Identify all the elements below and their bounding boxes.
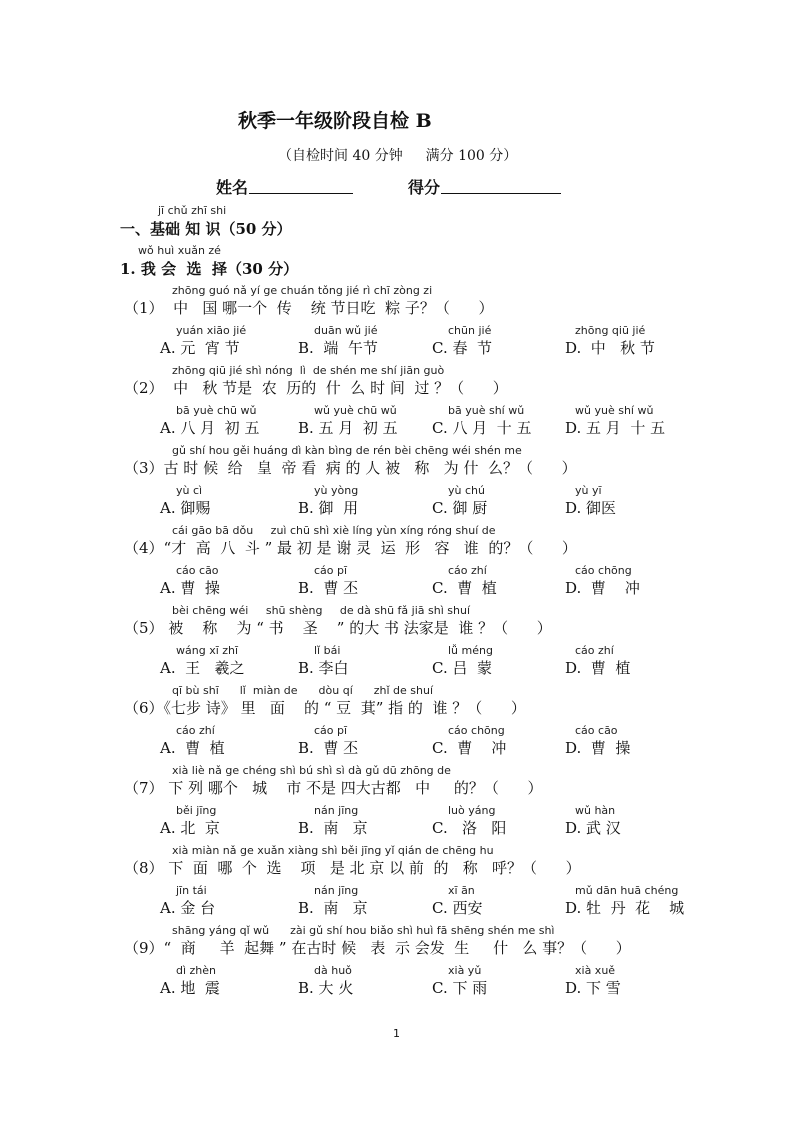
option-pinyin: xī ān [448,884,475,897]
answer-option[interactable]: A. 地 震 [160,979,220,997]
option-pinyin: wáng xī zhī [176,644,239,657]
answer-option[interactable]: B. 南 京 [298,899,368,917]
question-pinyin: bèi chēng wéi shū shèng de dà shū fǎ jiā shì shuí [172,604,471,617]
option-pinyin: cáo zhí [448,564,487,577]
option-pinyin: yù chú [448,484,485,497]
option-pinyin: chūn jié [448,324,492,337]
answer-option[interactable]: B. 曹 丕 [298,739,359,757]
name-label: 姓名 [216,178,249,197]
option-pinyin: luò yáng [448,804,496,817]
option-pinyin: bā yuè shí wǔ [448,404,525,417]
option-pinyin: cáo pī [314,564,348,577]
answer-option[interactable]: D. 曹 操 [565,739,631,757]
answer-option[interactable]: D. 武 汉 [565,819,621,837]
question-text: （9）“ 商 羊 起舞 ” 在古时 候 表 示 会发 生 什 么 事？（ ） [124,939,631,957]
answer-option[interactable]: B. 李白 [298,659,349,677]
option-pinyin: cáo chōng [575,564,632,577]
answer-option[interactable]: B. 大 火 [298,979,354,997]
question-text: （5） 被 称 为 “ 书 圣 ” 的大 书 法家是 谁 ？（ ） [124,619,552,637]
option-pinyin: cáo zhí [575,644,614,657]
question-pinyin: zhōng qiū jié shì nóng lì de shén me shí jiān guò [172,364,445,377]
option-pinyin: yuán xiāo jié [176,324,247,337]
question-text: （4）“才 高 八 斗 ” 最 初 是 谢 灵 运 形 容 谁 的？（ ） [124,539,577,557]
option-pinyin: wǔ yuè shí wǔ [575,404,654,417]
answer-option[interactable]: B. 曹 丕 [298,579,359,597]
option-pinyin: běi jīng [176,804,217,817]
option-pinyin: yù yòng [314,484,359,497]
question-text: （6）《七步 诗》 里 面 的 “ 豆 萁” 指 的 谁 ？（ ） [124,699,526,717]
question-text: （7） 下 列 哪个 城 市 不是 四大古都 中 的？（ ） [124,779,543,797]
option-pinyin: nán jīng [314,884,359,897]
answer-option[interactable]: B. 端 午节 [298,339,378,357]
option-pinyin: cáo zhí [176,724,215,737]
question-text: （3）古 时 候 给 皇 帝 看 病 的 人 被 称 为 什 么？（ ） [124,459,577,477]
question-text: （2） 中 秋 节是 农 历的 什 么 时 间 过 ？（ ） [124,379,508,397]
score-field[interactable] [441,193,561,194]
option-pinyin: yù yī [575,484,602,497]
answer-option[interactable]: C. 吕 蒙 [432,659,493,677]
option-pinyin: cáo chōng [448,724,505,737]
name-field[interactable] [249,193,353,194]
option-pinyin: lǐ bái [314,644,341,657]
answer-option[interactable]: A. 御赐 [160,499,211,517]
question-pinyin: cái gāo bā dǒu zuì chū shì xiè líng yùn xíng róng shuí de [172,524,496,537]
option-pinyin: cáo cāo [176,564,219,577]
answer-option[interactable]: C. 洛 阳 [432,819,507,837]
option-pinyin: dì zhèn [176,964,217,977]
answer-option[interactable]: B. 御 用 [298,499,359,517]
answer-option[interactable]: C. 西安 [432,899,483,917]
answer-option[interactable]: A. 曹 操 [160,579,220,597]
answer-option[interactable]: C. 御 厨 [432,499,488,517]
question-pinyin: gǔ shí hou gěi huáng dì kàn bìng de rén bèi chēng wéi shén me [172,444,522,457]
option-pinyin: wǔ hàn [575,804,616,817]
answer-option[interactable]: D. 御医 [565,499,617,517]
option-pinyin: bā yuè chū wǔ [176,404,257,417]
answer-option[interactable]: D. 牡 丹 花 城 [565,899,685,917]
question-pinyin: shāng yáng qǐ wǔ zài gǔ shí hou biǎo shì huì fā shēng shén me shì [172,924,555,937]
page-number: 1 [393,1027,400,1040]
option-pinyin: duān wǔ jié [314,324,378,337]
option-pinyin: cáo pī [314,724,348,737]
answer-option[interactable]: A. 元 宵 节 [160,339,240,357]
option-pinyin: xià xuě [575,964,616,977]
answer-option[interactable]: A. 八 月 初 五 [160,419,260,437]
question-text: （8） 下 面 哪 个 选 项 是 北 京 以 前 的 称 呼？（ ） [124,859,581,877]
answer-option[interactable]: D. 中 秋 节 [565,339,655,357]
part1-pinyin: wǒ huì xuǎn zé [138,244,221,257]
page-title: 秋季一年级阶段自检 B [238,110,432,132]
section1-pinyin: jī chǔ zhī shi [158,204,227,217]
section1-title: 一、基础 知 识（50 分） [120,220,292,238]
answer-option[interactable]: D. 五 月 十 五 [565,419,666,437]
answer-option[interactable]: B. 南 京 [298,819,368,837]
answer-option[interactable]: D. 下 雪 [565,979,621,997]
answer-option[interactable]: C. 春 节 [432,339,493,357]
exam-subtitle: （自检时间 40 分钟 满分 100 分） [278,148,518,164]
answer-option[interactable]: A. 金 台 [160,899,216,917]
option-pinyin: yù cì [176,484,203,497]
question-pinyin: xià liè nǎ ge chéng shì bú shì sì dà gǔ dū zhōng de [172,764,451,777]
option-pinyin: dà huǒ [314,964,352,977]
question-pinyin: qī bù shī lǐ miàn de dòu qí zhǐ de shuí [172,684,434,697]
answer-option[interactable]: C. 曹 植 [432,579,497,597]
option-pinyin: lǚ méng [448,644,493,657]
answer-option[interactable]: A. 曹 植 [160,739,225,757]
answer-option[interactable]: C. 下 雨 [432,979,488,997]
part1-title: 1. 我 会 选 择（30 分） [120,260,299,278]
option-pinyin: xià yǔ [448,964,482,977]
answer-option[interactable]: D. 曹 冲 [565,579,640,597]
question-pinyin: zhōng guó nǎ yí ge chuán tǒng jié rì chī zòng zi [172,284,433,297]
option-pinyin: jīn tái [176,884,207,897]
answer-option[interactable]: D. 曹 植 [565,659,631,677]
option-pinyin: wǔ yuè chū wǔ [314,404,397,417]
question-text: （1） 中 国 哪一个 传 统 节日吃 粽 子？（ ） [124,299,494,317]
option-pinyin: cáo cāo [575,724,618,737]
answer-option[interactable]: A. 王 羲之 [160,659,245,677]
answer-option[interactable]: C. 八 月 十 五 [432,419,532,437]
option-pinyin: nán jīng [314,804,359,817]
answer-option[interactable]: C. 曹 冲 [432,739,507,757]
answer-option[interactable]: A. 北 京 [160,819,220,837]
question-pinyin: xià miàn nǎ ge xuǎn xiàng shì běi jīng yǐ qián de chēng hu [172,844,494,857]
score-label: 得分 [408,178,441,197]
answer-option[interactable]: B. 五 月 初 五 [298,419,398,437]
option-pinyin: zhōng qiū jié [575,324,646,337]
option-pinyin: mǔ dān huā chéng [575,884,679,897]
